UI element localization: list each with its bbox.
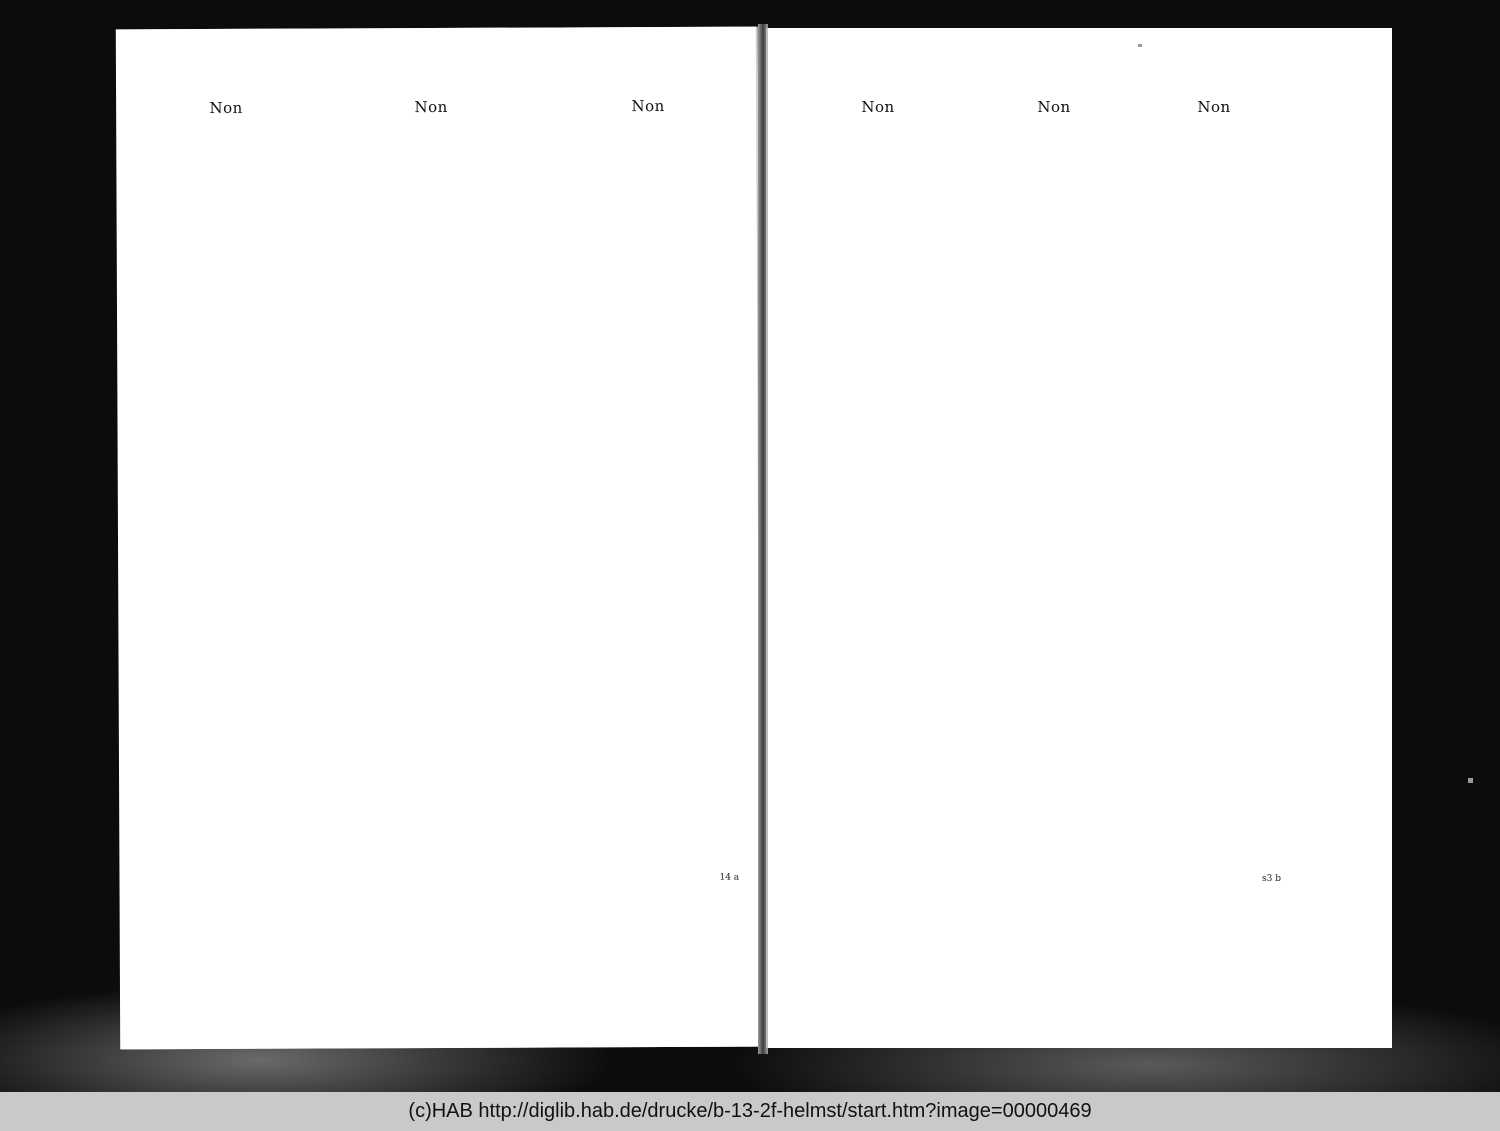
column-lines [558,123,741,914]
left-col-1 [136,99,320,920]
page-signature: 14 a [719,872,740,883]
column-header: Non [209,98,243,117]
column-lines [1124,124,1304,914]
right-page [768,28,1392,1048]
left-col-2 [341,98,525,919]
column-header: Non [1037,98,1071,116]
left-col-3 [558,97,742,918]
copyright-footer [0,1092,1500,1131]
book-gutter [758,24,768,1054]
right-col-3 [1124,98,1304,918]
copyright-text: (c)HAB http://diglib.hab.de/drucke/b-13-2f-helmst/start.htm?image=00000469 [408,1100,1092,1122]
scan-speck [1468,778,1473,783]
column-lines [136,125,319,916]
left-page [116,27,760,1050]
column-header: Non [631,97,665,116]
column-lines [341,124,524,915]
right-col-2 [964,98,1144,918]
scan-speck [1138,44,1142,47]
page-signature: s3 b [1262,874,1281,884]
column-lines [964,124,1144,914]
column-header: Non [1197,98,1231,116]
column-header: Non [414,97,448,117]
column-header: Non [861,98,895,116]
column-lines [788,124,968,914]
right-col-1 [788,98,968,918]
